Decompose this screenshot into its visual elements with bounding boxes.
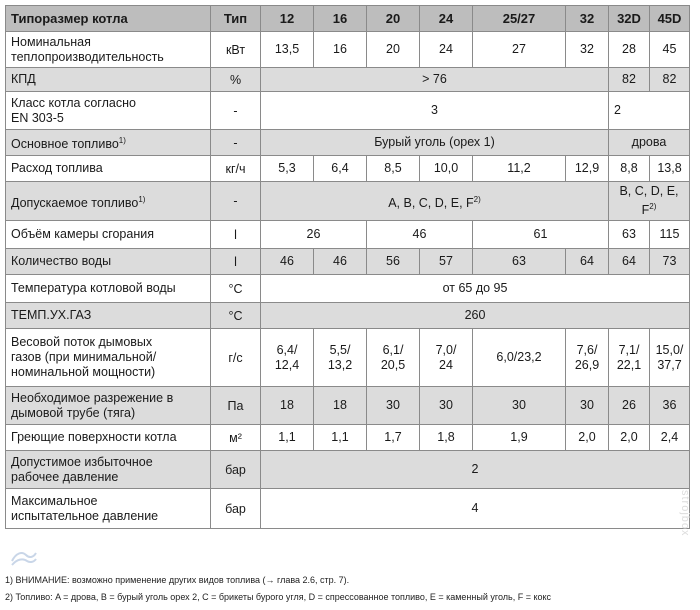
- value-cell: 61: [473, 221, 609, 249]
- value-cell: 73: [650, 249, 690, 275]
- value-cell: 1,1: [314, 425, 367, 451]
- value-cell: от 65 до 95: [261, 275, 690, 303]
- value-cell: 30: [473, 387, 566, 425]
- footnote-ref: 2): [473, 194, 481, 204]
- header-model: 20: [367, 6, 420, 32]
- value-cell: 4: [261, 489, 690, 529]
- value-cell: 27: [473, 32, 566, 68]
- row-label: [6, 182, 211, 221]
- value-cell: 8,8: [609, 156, 650, 182]
- value-cell: 63: [609, 221, 650, 249]
- table-row: [6, 451, 690, 489]
- row-label-line: КПД: [11, 72, 36, 86]
- row-label-line: теплопроизводительность: [11, 49, 164, 64]
- header-model: 12: [261, 6, 314, 32]
- value-cell: 82: [609, 68, 650, 92]
- row-label-line: номинальной мощности): [11, 365, 156, 380]
- row-unit: бар: [211, 451, 261, 489]
- header-model: 24: [420, 6, 473, 32]
- value-cell: 1,7: [367, 425, 420, 451]
- table-row: [6, 425, 690, 451]
- row-label: [6, 130, 211, 156]
- row-label-line: Необходимое разрежение в: [11, 390, 174, 405]
- row-unit: l: [211, 249, 261, 275]
- value-cell: 115: [650, 221, 690, 249]
- value-cell: 36: [650, 387, 690, 425]
- value-cell: 64: [609, 249, 650, 275]
- table-row: [6, 387, 690, 425]
- row-label-line: Весовой поток дымовых: [11, 335, 153, 350]
- value-cell: 11,2: [473, 156, 566, 182]
- row-label-text: Допускаемое топливо: [11, 195, 139, 210]
- row-label: [6, 425, 211, 451]
- value-cell: 2: [609, 92, 690, 130]
- value-cell: 2,0: [609, 425, 650, 451]
- footnote-2: 2) Топливо: A = дрова, B = бурый уголь орех 2, C = брикеты бурого угля, D = спрессованное топливо, E = каменный уголь, F = кокс: [5, 592, 552, 602]
- table-header-row: [6, 6, 690, 32]
- table-row: [6, 275, 690, 303]
- header-model: 32: [566, 6, 609, 32]
- value-cell: 24: [420, 32, 473, 68]
- value-cell: 2,4: [650, 425, 690, 451]
- value-cell: 260: [261, 303, 690, 329]
- value-cell: 1,9: [473, 425, 566, 451]
- value-cell: 46: [314, 249, 367, 275]
- value-cell: 5,5/ 13,2: [314, 329, 367, 387]
- value-cell: 20: [367, 32, 420, 68]
- row-label: [6, 221, 211, 249]
- value-cell: A, B, C, D, E, $F^{2)}$: [261, 182, 609, 221]
- table-row: [6, 489, 690, 529]
- value-cell: 56: [367, 249, 420, 275]
- row-label: [6, 451, 211, 489]
- value-cell: 30: [420, 387, 473, 425]
- table-row: [6, 249, 690, 275]
- footnote-1: 1) ВНИМАНИЕ: возможно применение других видов топлива (→ глава 2.6, стр. 7).: [5, 575, 350, 585]
- header-model: 45D: [650, 6, 690, 32]
- row-unit: -: [211, 182, 261, 221]
- row-unit: г/с: [211, 329, 261, 387]
- value-cell: 64: [566, 249, 609, 275]
- row-label-line: [11, 133, 205, 152]
- row-label: [6, 489, 211, 529]
- row-unit: -: [211, 130, 261, 156]
- value-cell: 7,6/ 26,9: [566, 329, 609, 387]
- value-cell: 46: [261, 249, 314, 275]
- row-unit: %: [211, 68, 261, 92]
- value-cell: 8,5: [367, 156, 420, 182]
- table-row: [6, 130, 690, 156]
- table-row: [6, 68, 690, 92]
- value-cell: Бурый уголь (орех 1): [261, 130, 609, 156]
- row-label-line: испытательное давление: [11, 508, 159, 523]
- row-label-line: EN 303-5: [11, 110, 64, 125]
- value-cell: 13,5: [261, 32, 314, 68]
- row-unit: Па: [211, 387, 261, 425]
- table-row: [6, 221, 690, 249]
- row-unit: кВт: [211, 32, 261, 68]
- value-cell: 16: [314, 32, 367, 68]
- value-cell: 12,9: [566, 156, 609, 182]
- brand-logo: [10, 547, 38, 567]
- value-cell: > 76: [261, 68, 609, 92]
- boiler-spec-table: [5, 5, 690, 529]
- table-row: [6, 32, 690, 68]
- value-cell: 3: [261, 92, 609, 130]
- row-label-line: Расход топлива: [11, 161, 103, 175]
- row-label: [6, 275, 211, 303]
- table-row: [6, 156, 690, 182]
- row-unit: °C: [211, 275, 261, 303]
- header-boiler-size: Типоразмер котла: [6, 6, 211, 32]
- value-cell: 6,1/ 20,5: [367, 329, 420, 387]
- value-cell: 57: [420, 249, 473, 275]
- value-cell: 2,0: [566, 425, 609, 451]
- row-label: [6, 156, 211, 182]
- footnote-ref: 1): [118, 135, 126, 145]
- row-label: [6, 387, 211, 425]
- header-model: 25/27: [473, 6, 566, 32]
- row-label-line: Количество воды: [11, 254, 112, 269]
- value-cell: 26: [609, 387, 650, 425]
- row-label-line: Объём камеры сгорания: [11, 227, 154, 242]
- value-cell: 7,0/ 24: [420, 329, 473, 387]
- value-cell: 15,0/ 37,7: [650, 329, 690, 387]
- value-cell: 28: [609, 32, 650, 68]
- row-label-line: рабочее давление: [11, 469, 119, 484]
- value-cell: 10,0: [420, 156, 473, 182]
- value-cell: 30: [367, 387, 420, 425]
- table-row: [6, 182, 690, 221]
- row-unit: l: [211, 221, 261, 249]
- value-cell: дрова: [609, 130, 690, 156]
- row-unit: бар: [211, 489, 261, 529]
- row-label-line: Номинальная: [11, 34, 91, 49]
- table-row: [6, 303, 690, 329]
- table-row: [6, 92, 690, 130]
- value-cell: 1,8: [420, 425, 473, 451]
- header-type: Тип: [211, 6, 261, 32]
- value-cell: 2: [261, 451, 690, 489]
- value-cell: 63: [473, 249, 566, 275]
- value-cell: 45: [650, 32, 690, 68]
- row-label-line: газов (при минимальной/: [11, 350, 157, 365]
- watermark: strojbox: [679, 490, 691, 537]
- value-cell: 6,0/23,2: [473, 329, 566, 387]
- header-model: 32D: [609, 6, 650, 32]
- row-label: [6, 303, 211, 329]
- row-unit: °C: [211, 303, 261, 329]
- footnotes: [5, 572, 695, 606]
- row-unit: -: [211, 92, 261, 130]
- table-row: [6, 329, 690, 387]
- row-label: [6, 32, 211, 68]
- row-label-line: дымовой трубе (тяга): [11, 405, 136, 420]
- value-cell: 32: [566, 32, 609, 68]
- row-label-line: Максимальное: [11, 493, 98, 508]
- value-cell: 26: [261, 221, 367, 249]
- row-label-line: Температура котловой воды: [11, 281, 176, 296]
- value-cell: 46: [367, 221, 473, 249]
- header-model: 16: [314, 6, 367, 32]
- footnote-ref: 2): [649, 202, 657, 211]
- value-cell: 1,1: [261, 425, 314, 451]
- footnote-ref: 1): [138, 194, 146, 204]
- row-label-text: Основное топливо: [11, 137, 119, 152]
- value-cell: 30: [566, 387, 609, 425]
- value-cell: 18: [314, 387, 367, 425]
- value-cell: 82: [650, 68, 690, 92]
- row-label-line: Греющие поверхности котла: [11, 430, 177, 445]
- row-unit: м²: [211, 425, 261, 451]
- value-cell: 7,1/ 22,1: [609, 329, 650, 387]
- row-label: [6, 249, 211, 275]
- value-cell: 5,3: [261, 156, 314, 182]
- row-label-line: [11, 192, 205, 211]
- row-label: [6, 329, 211, 387]
- value-cell: 13,8: [650, 156, 690, 182]
- row-label-line: Допустимое избыточное: [11, 454, 153, 469]
- row-label: [6, 92, 211, 130]
- value-cell: B, C, D, E, $F^{2)}$: [609, 182, 690, 221]
- value-cell: 6,4/ 12,4: [261, 329, 314, 387]
- row-label-line: Класс котла согласно: [11, 95, 136, 110]
- value-cell: 18: [261, 387, 314, 425]
- row-unit: кг/ч: [211, 156, 261, 182]
- value-cell: 6,4: [314, 156, 367, 182]
- row-label-line: ТЕМП.УХ.ГАЗ: [11, 308, 92, 323]
- row-label: [6, 68, 211, 92]
